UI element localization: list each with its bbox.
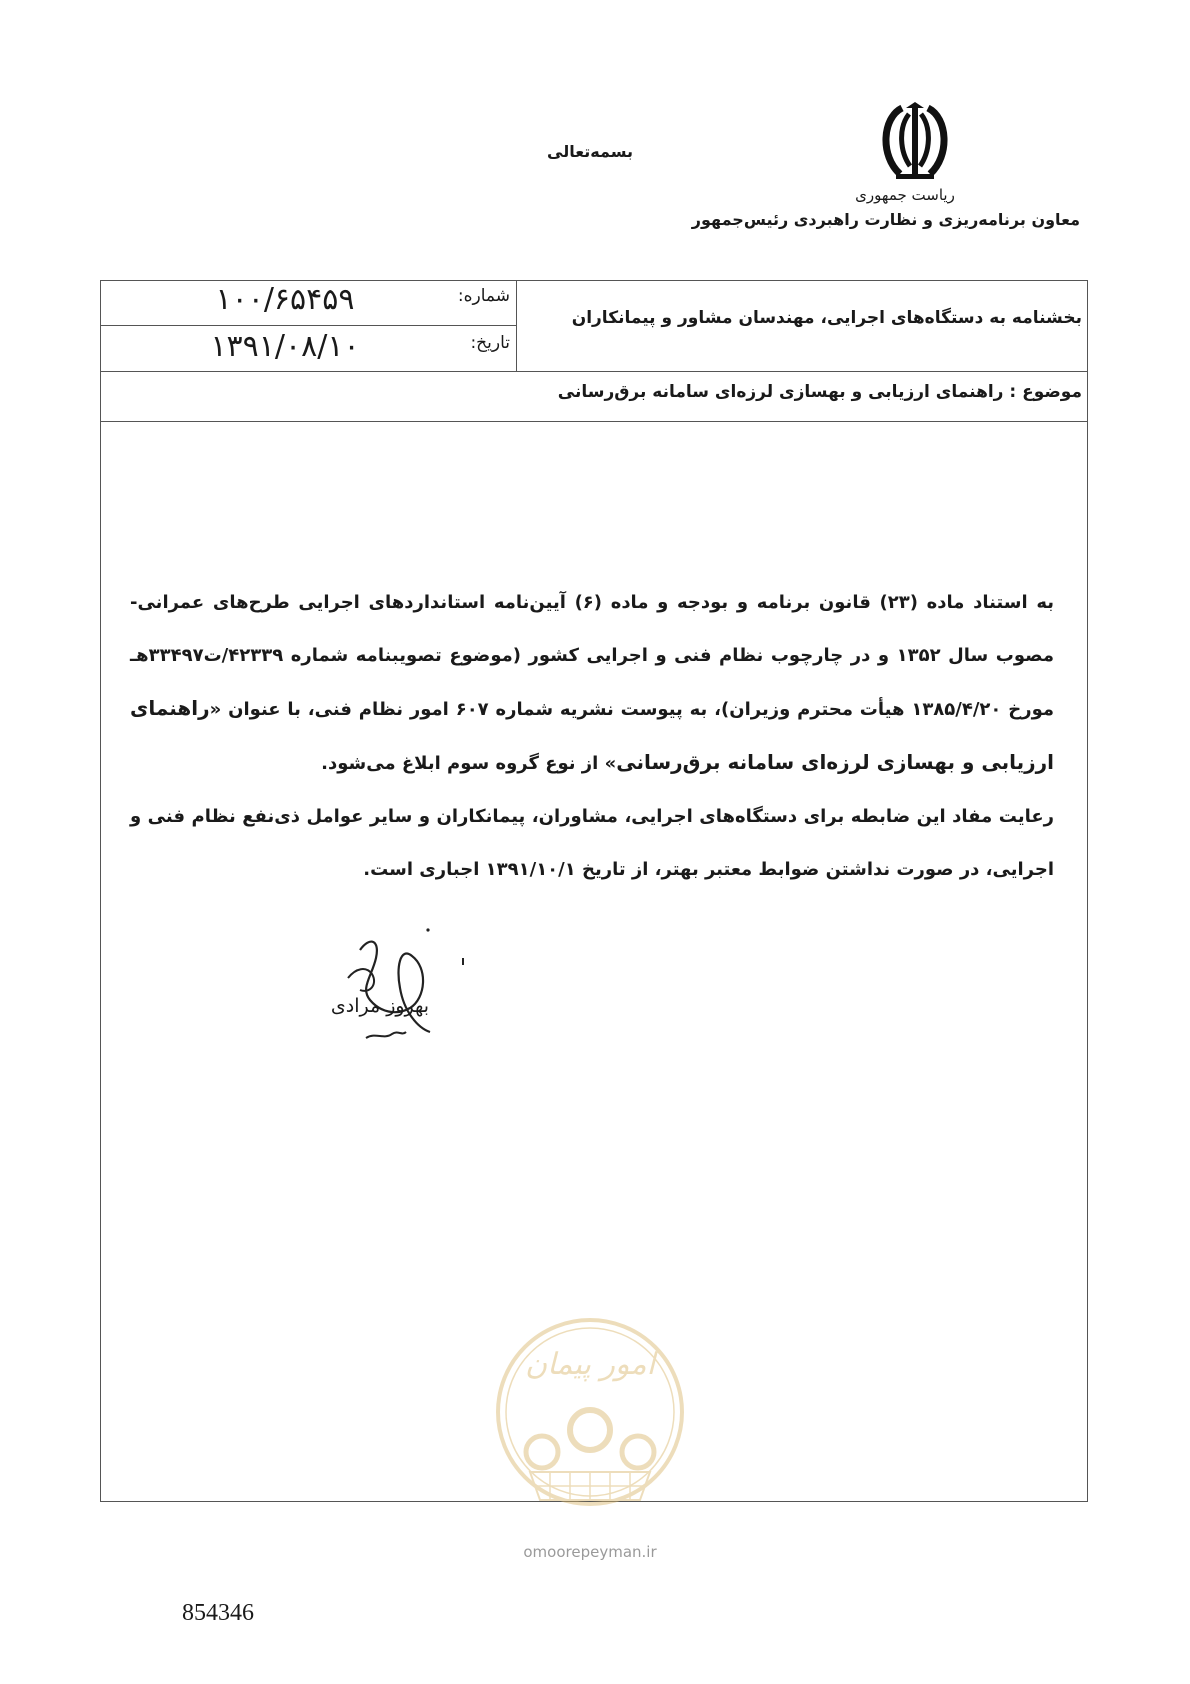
number-label: شماره: bbox=[457, 286, 510, 306]
divider bbox=[100, 421, 1088, 422]
watermark-url: omoorepeyman.ir bbox=[523, 1543, 657, 1561]
body-paragraph-1-tail: » از نوع گروه سوم ابلاغ می‌شود. bbox=[321, 753, 617, 774]
divider bbox=[100, 325, 516, 326]
publication-title: راهنمای ارزیابی و بهسازی لرزه‌ای سامانه برق‌رسانی bbox=[130, 696, 1054, 774]
date-label: تاریخ: bbox=[470, 333, 510, 353]
iran-emblem-icon bbox=[872, 100, 958, 182]
omoorepeyman-watermark-icon bbox=[490, 1312, 690, 1527]
letter-body bbox=[130, 576, 1054, 896]
date-value: ۱۳۹۱/۰۸/۱۰ bbox=[210, 329, 360, 364]
watermark-brand: امور پیمان bbox=[525, 1347, 655, 1382]
presidency-label: ریاست جمهوری bbox=[855, 186, 955, 204]
deputy-office-label: معاون برنامه‌ریزی و نظارت راهبردی رئیس‌جمهور bbox=[691, 210, 1080, 229]
subject-line: موضوع : راهنمای ارزیابی و بهسازی لرزه‌ای سامانه برق‌رسانی bbox=[557, 382, 1082, 402]
divider bbox=[100, 371, 1088, 372]
body-paragraph-1 bbox=[130, 576, 1054, 790]
divider bbox=[516, 280, 517, 372]
body-paragraph-2: رعایت مفاد این ضابطه برای دستگاه‌های اجرایی، مشاوران، پیمانکاران و سایر عوامل ذی‌نفع نظام فنی و اجرایی، در صورت نداشتن ضوابط معتبر بهتر، از تاریخ ۱۳۹۱/۱۰/۱ اجباری است. bbox=[130, 806, 1054, 880]
number-value: ۱۰۰/۶۵۴۵۹ bbox=[215, 282, 355, 317]
body-paragraph-1-text: به استناد ماده (۲۳) قانون برنامه و بودجه و ماده (۶) آیین‌نامه استانداردهای اجرایی طرح‌های عمرانی- مصوب سال ۱۳۵۲ و در چارچوب نظام فنی و اجرایی کشور (موضوع تصویبنامه شماره ۴۲۳۳۹/ت۳۳۴۹۷هـ مورخ ۱۳۸۵/۴/۲۰ هیأت محترم وزیران)، به پیوست نشریه شماره ۶۰۷ امور نظام فنی، با عنوان « bbox=[130, 592, 1054, 720]
bismillah-heading: بسمه‌تعالی bbox=[547, 142, 633, 161]
signer-name: بهروز مرادی bbox=[330, 995, 430, 1017]
circular-recipients: بخشنامه به دستگاه‌های اجرایی، مهندسان مشاور و پیمانکاران bbox=[571, 308, 1082, 328]
document-code: 854346 bbox=[182, 1600, 254, 1626]
signature-icon bbox=[300, 928, 490, 1058]
